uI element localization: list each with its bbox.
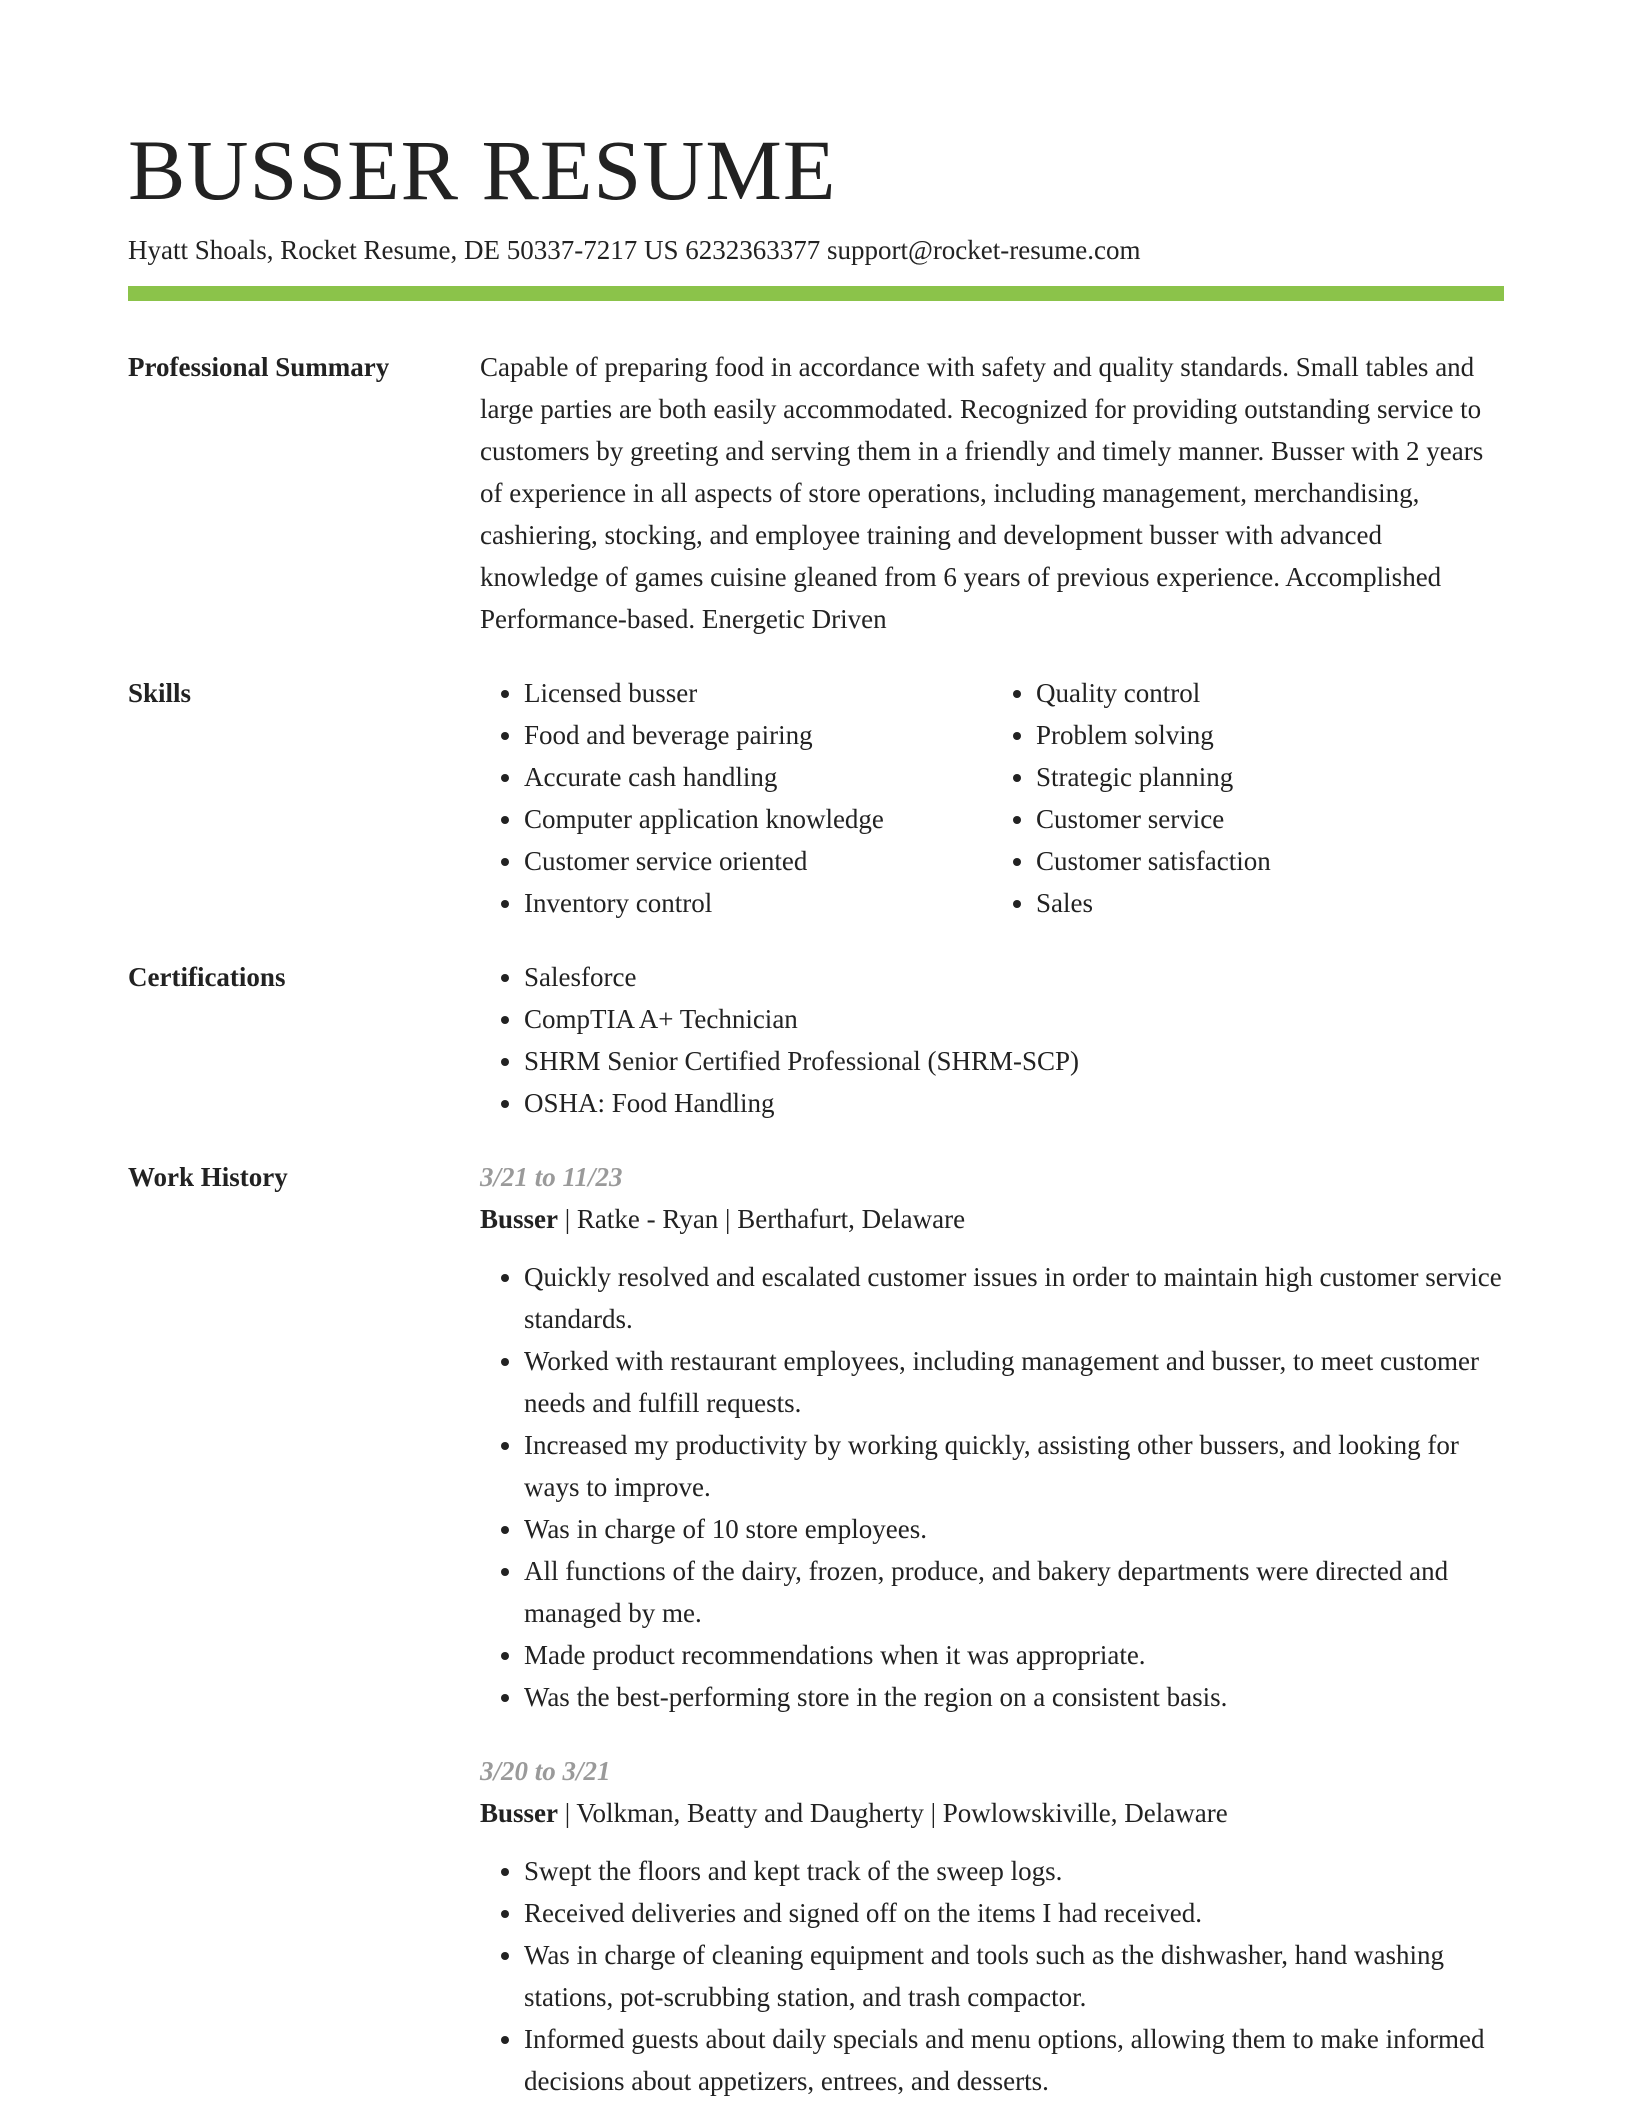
job-bullet: • Was in charge of 10 store employees.	[524, 1508, 1504, 1550]
skill-item: • Sales	[1036, 882, 1504, 924]
job-bullet: • Worked with restaurant employees, including management and busser, to meet customer needs and fulfill requests.	[524, 1340, 1504, 1424]
skill-item: • Inventory control	[524, 882, 992, 924]
job-bullet: • Received deliveries and signed off on the items I had received.	[524, 1892, 1504, 1934]
certification-item: • CompTIA A+ Technician	[524, 998, 1504, 1040]
skill-item: • Customer service	[1036, 798, 1504, 840]
job-bullets	[480, 1850, 1504, 2102]
skill-item: • Food and beverage pairing	[524, 714, 992, 756]
summary-label: Professional Summary	[128, 352, 390, 382]
certification-item: • OSHA: Food Handling	[524, 1082, 1504, 1124]
work-history-label: Work History	[128, 1162, 288, 1192]
certification-item: • Salesforce	[524, 956, 1504, 998]
skill-item: • Customer service oriented	[524, 840, 992, 882]
skill-item: • Customer satisfaction	[1036, 840, 1504, 882]
skills-columns	[480, 672, 1504, 924]
skill-item: • Licensed busser	[524, 672, 992, 714]
summary-text: Capable of preparing food in accordance with safety and quality standards. Small tables and large parties are both easily accommodated. Recognized for providing outstanding service to customers by greeting and serving them in a friendly and timely manner. Busser with 2 years of experience in all aspects of store operations, including management, merchandising, cashiering, stocking, and employee training and development busser with advanced knowledge of games cuisine gleaned from 6 years of previous experience. Accomplished Performance-based. Energetic Driven	[480, 352, 1484, 634]
certifications-body	[480, 956, 1504, 1124]
skill-item: • Strategic planning	[1036, 756, 1504, 798]
skill-item: • Problem solving	[1036, 714, 1504, 756]
skills-list-left	[480, 672, 992, 924]
job-bullet: • Made product recommendations when it was appropriate.	[524, 1634, 1504, 1676]
contact-line: Hyatt Shoals, Rocket Resume, DE 50337-7217 US 6232363377 support@rocket-resume.com	[128, 235, 1141, 265]
job-entry	[480, 1750, 1504, 2102]
job-bullet: • Was the best-performing store in the region on a consistent basis.	[524, 1676, 1504, 1718]
job-bullet: • Swept the floors and kept track of the sweep logs.	[524, 1850, 1504, 1892]
job-bullet: • Informed guests about daily specials and menu options, allowing them to make informed decisions about appetizers, entrees, and desserts.	[524, 2018, 1504, 2102]
skill-item: • Computer application knowledge	[524, 798, 992, 840]
work-history-body	[480, 1156, 1504, 2102]
certifications-label: Certifications	[128, 962, 286, 992]
job-dates: 3/21 to 11/23	[480, 1162, 623, 1192]
job-title: Busser	[480, 1798, 559, 1828]
resume-title: BUSSER RESUME	[128, 122, 837, 218]
skill-item: • Accurate cash handling	[524, 756, 992, 798]
job-bullet: • Quickly resolved and escalated customer issues in order to maintain high customer service standards.	[524, 1256, 1504, 1340]
job-bullet: • Increased my productivity by working quickly, assisting other bussers, and looking for ways to improve.	[524, 1424, 1504, 1508]
job-heading	[480, 1198, 1504, 1240]
job-title: Busser	[480, 1204, 559, 1234]
skills-label: Skills	[128, 678, 192, 708]
certification-item: • SHRM Senior Certified Professional (SHRM-SCP)	[524, 1040, 1504, 1082]
job-employer-location: | Ratke - Ryan | Berthafurt, Delaware	[558, 1204, 966, 1234]
skill-item: • Quality control	[1036, 672, 1504, 714]
job-bullet: • All functions of the dairy, frozen, produce, and bakery departments were directed and managed by me.	[524, 1550, 1504, 1634]
skills-list-right	[992, 672, 1504, 924]
job-bullet: • Was in charge of cleaning equipment and tools such as the dishwasher, hand washing stations, pot-scrubbing station, and trash compactor.	[524, 1934, 1504, 2018]
header-divider	[128, 286, 1504, 301]
certifications-list	[480, 956, 1504, 1124]
job-dates: 3/20 to 3/21	[480, 1756, 611, 1786]
job-employer-location: | Volkman, Beatty and Daugherty | Powlowskiville, Delaware	[558, 1798, 1228, 1828]
job-heading	[480, 1792, 1504, 1834]
summary-body	[480, 346, 1504, 640]
job-bullets	[480, 1256, 1504, 1718]
job-entry	[480, 1156, 1504, 1718]
